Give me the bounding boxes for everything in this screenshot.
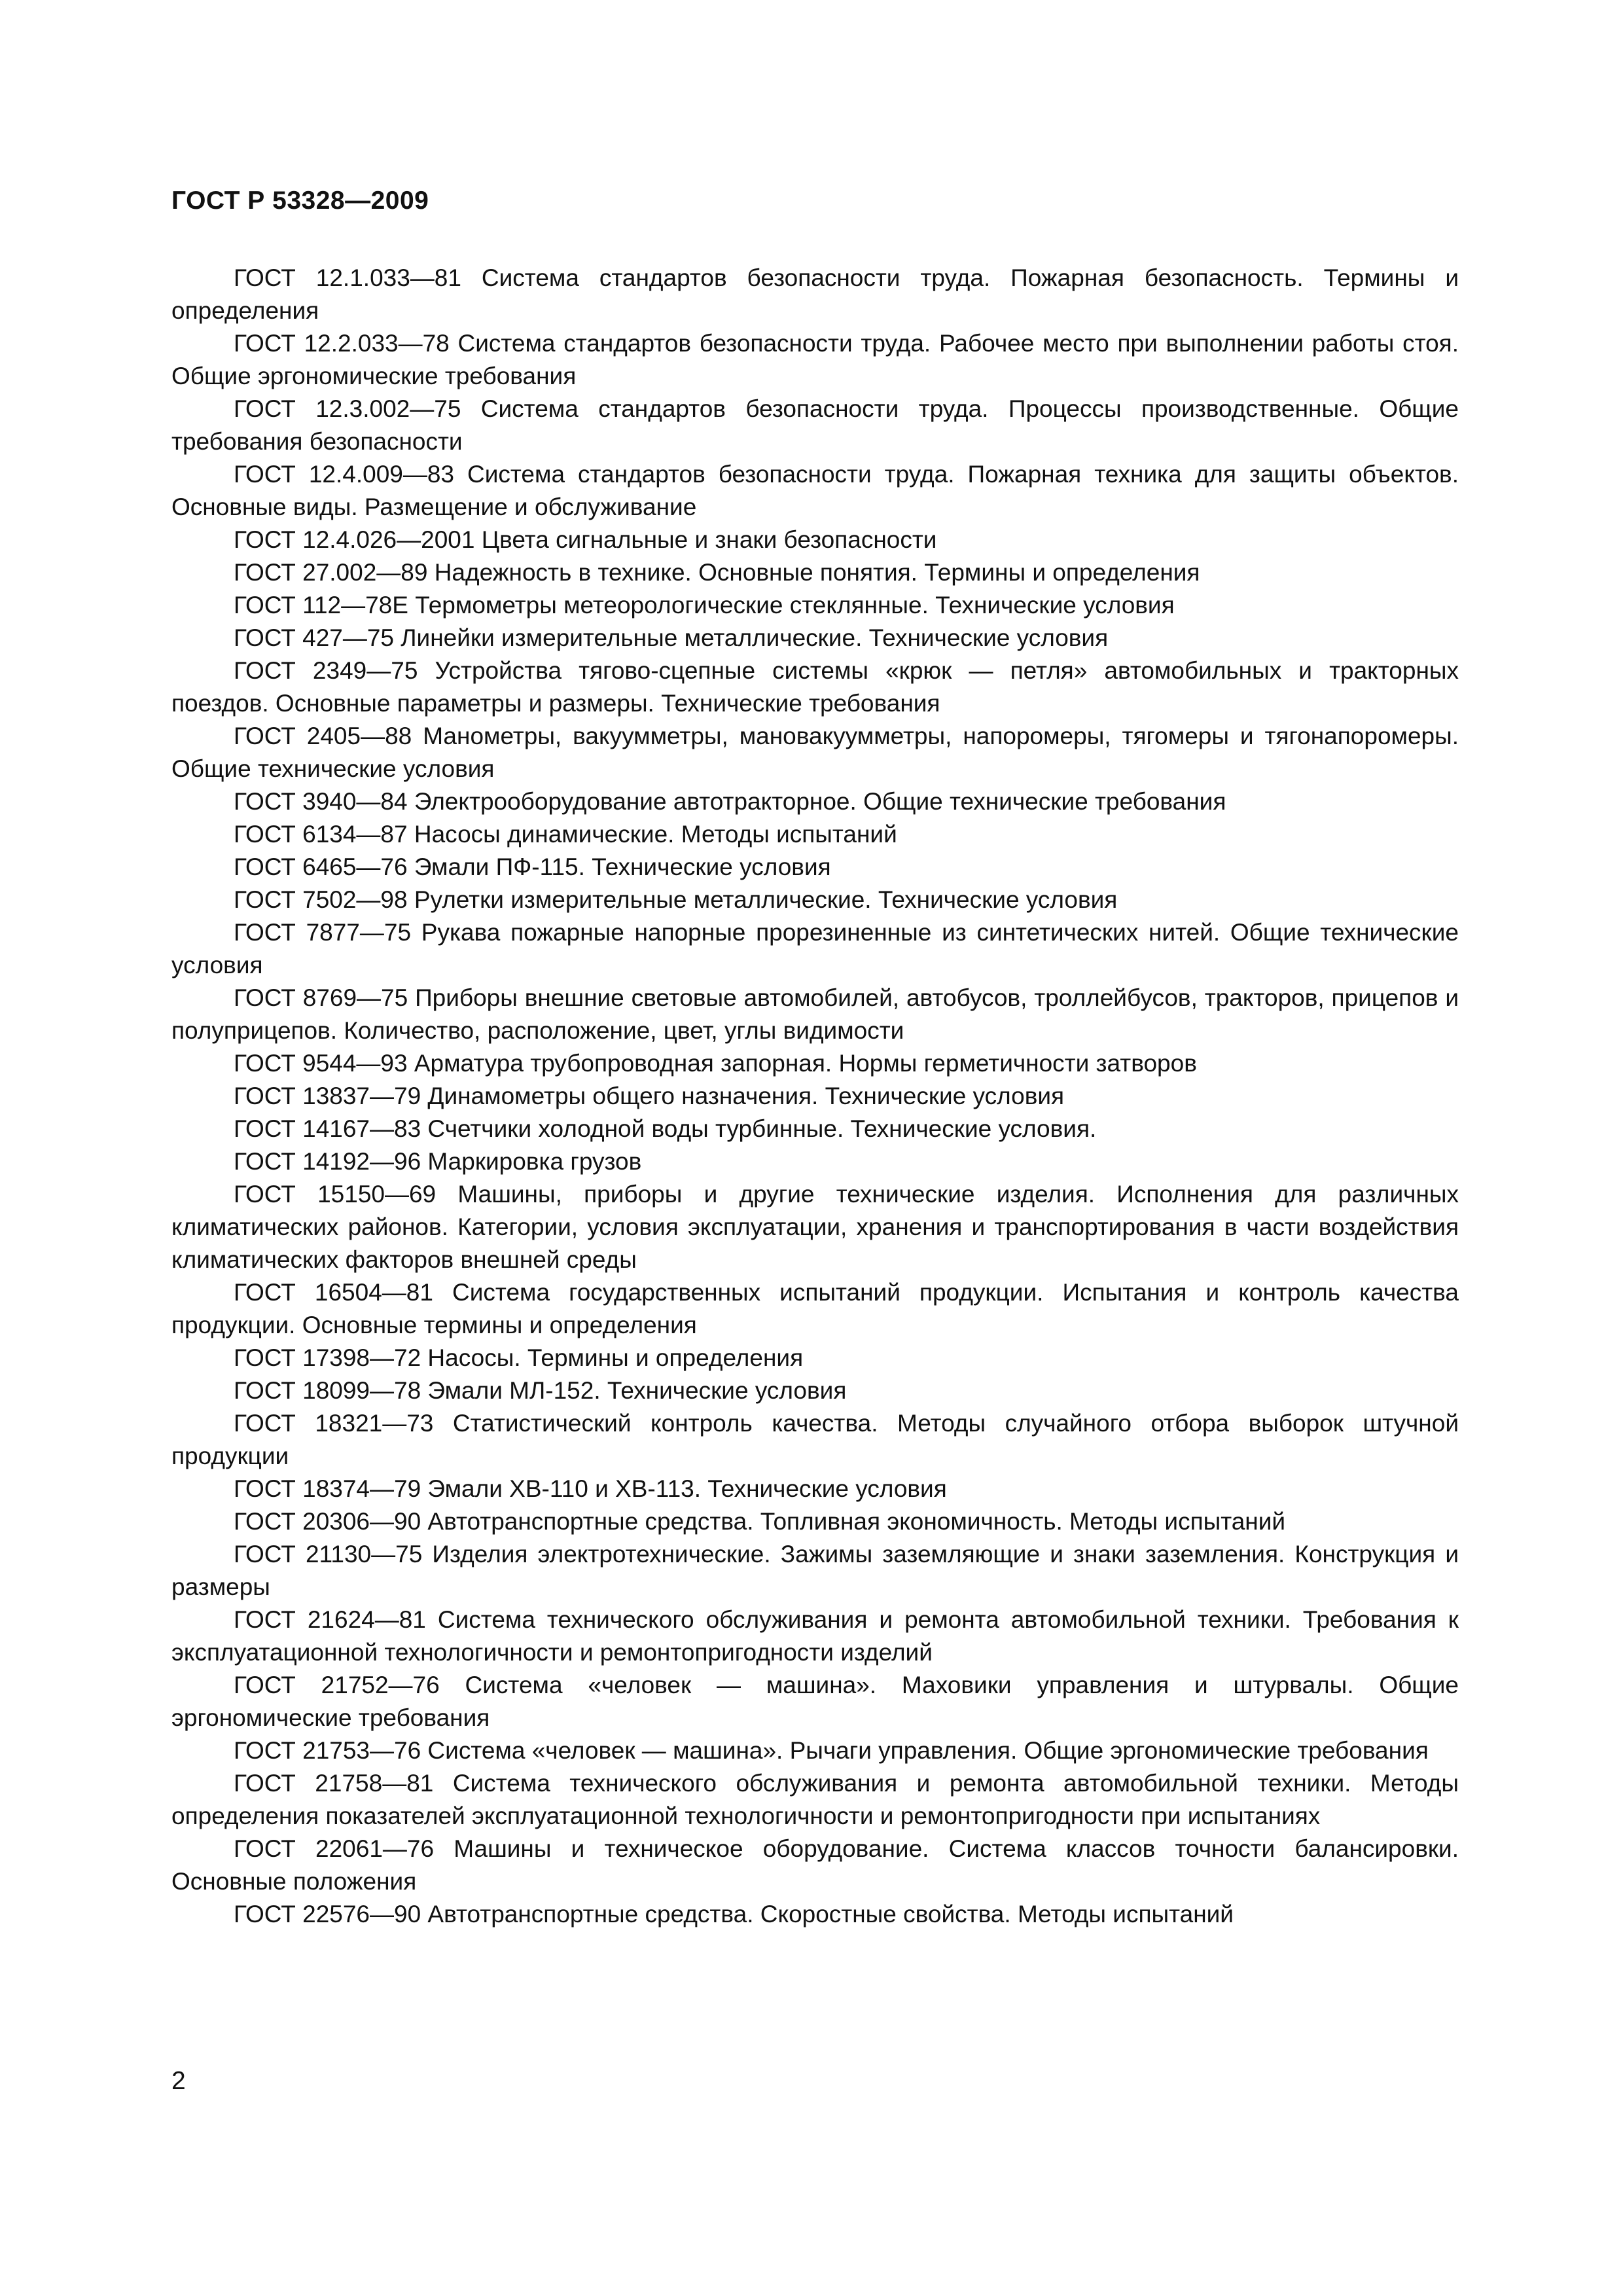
reference-item: ГОСТ 3940—84 Электрооборудование автотракторное. Общие технические требования	[234, 788, 1226, 815]
reference-item: ГОСТ 21130—75 Изделия электротехнические. Зажимы заземляющие и знаки заземления. Конструкция и размеры	[171, 1541, 1459, 1600]
reference-item: ГОСТ 27.002—89 Надежность в технике. Основные понятия. Термины и определения	[234, 559, 1200, 586]
reference-item: ГОСТ 14192—96 Маркировка грузов	[234, 1148, 642, 1175]
normative-references-list	[171, 262, 1459, 1931]
document-header: ГОСТ Р 53328—2009	[171, 187, 429, 215]
reference-item: ГОСТ 15150—69 Машины, приборы и другие технические изделия. Исполнения для различных климатических районов. Категории, условия эксплуатации, хранения и транспортирования в части воздействия климатических факторов внешней среды	[171, 1181, 1459, 1273]
reference-item: ГОСТ 18374—79 Эмали ХВ-110 и ХВ-113. Технические условия	[234, 1475, 947, 1502]
reference-item: ГОСТ 9544—93 Арматура трубопроводная запорная. Нормы герметичности затворов	[234, 1050, 1197, 1077]
reference-item: ГОСТ 20306—90 Автотранспортные средства. Топливная экономичность. Методы испытаний	[234, 1508, 1286, 1535]
reference-item: ГОСТ 12.4.009—83 Система стандартов безопасности труда. Пожарная техника для защиты объектов. Основные виды. Размещение и обслуживание	[171, 461, 1459, 520]
reference-item: ГОСТ 22061—76 Машины и техническое оборудование. Система классов точности балансировки. Основные положения	[171, 1835, 1459, 1895]
reference-item: ГОСТ 12.4.026—2001 Цвета сигнальные и знаки безопасности	[234, 526, 937, 553]
reference-item: ГОСТ 12.2.033—78 Система стандартов безопасности труда. Рабочее место при выполнении работы стоя. Общие эргономические требования	[171, 330, 1459, 389]
reference-item: ГОСТ 112—78Е Термометры метеорологические стеклянные. Технические условия	[234, 592, 1175, 619]
reference-item: ГОСТ 16504—81 Система государственных испытаний продукции. Испытания и контроль качества продукции. Основные термины и определения	[171, 1279, 1459, 1338]
reference-item: ГОСТ 21758—81 Система технического обслуживания и ремонта автомобильной техники. Методы определения показателей эксплуатационной технологичности и ремонтопригодности при испытаниях	[171, 1770, 1459, 1829]
reference-item: ГОСТ 17398—72 Насосы. Термины и определения	[234, 1344, 804, 1371]
reference-item: ГОСТ 2405—88 Манометры, вакуумметры, мановакуумметры, напоромеры, тягомеры и тягонапоромеры. Общие технические условия	[171, 723, 1459, 782]
reference-item: ГОСТ 18099—78 Эмали МЛ-152. Технические условия	[234, 1377, 847, 1404]
page-number: 2	[171, 2067, 186, 2095]
reference-item: ГОСТ 12.1.033—81 Система стандартов безопасности труда. Пожарная безопасность. Термины и определения	[171, 264, 1459, 324]
reference-item: ГОСТ 22576—90 Автотранспортные средства. Скоростные свойства. Методы испытаний	[234, 1901, 1234, 1928]
reference-item: ГОСТ 2349—75 Устройства тягово-сцепные системы «крюк — петля» автомобильных и тракторных поездов. Основные параметры и размеры. Технические требования	[171, 657, 1459, 717]
reference-item: ГОСТ 427—75 Линейки измерительные металлические. Технические условия	[234, 624, 1109, 651]
reference-item: ГОСТ 21753—76 Система «человек — машина». Рычаги управления. Общие эргономические требования	[234, 1737, 1429, 1764]
reference-item: ГОСТ 13837—79 Динамометры общего назначения. Технические условия	[234, 1083, 1065, 1109]
reference-item: ГОСТ 12.3.002—75 Система стандартов безопасности труда. Процессы производственные. Общие требования безопасности	[171, 395, 1459, 455]
reference-item: ГОСТ 6134—87 Насосы динамические. Методы испытаний	[234, 821, 897, 848]
reference-item: ГОСТ 6465—76 Эмали ПФ-115. Технические условия	[234, 853, 831, 880]
reference-item: ГОСТ 21624—81 Система технического обслуживания и ремонта автомобильной техники. Требования к эксплуатационной технологичности и ремонтопригодности изделий	[171, 1606, 1459, 1666]
reference-item: ГОСТ 21752—76 Система «человек — машина». Маховики управления и штурвалы. Общие эргономические требования	[171, 1672, 1459, 1731]
reference-item: ГОСТ 14167—83 Счетчики холодной воды турбинные. Технические условия.	[234, 1115, 1097, 1142]
reference-item: ГОСТ 18321—73 Статистический контроль качества. Методы случайного отбора выборок штучной продукции	[171, 1410, 1459, 1469]
reference-item: ГОСТ 7502—98 Рулетки измерительные металлические. Технические условия	[234, 886, 1118, 913]
reference-item: ГОСТ 8769—75 Приборы внешние световые автомобилей, автобусов, троллейбусов, тракторов, прицепов и полуприцепов. Количество, расположение, цвет, углы видимости	[171, 984, 1459, 1044]
reference-item: ГОСТ 7877—75 Рукава пожарные напорные прорезиненные из синтетических нитей. Общие технические условия	[171, 919, 1459, 978]
